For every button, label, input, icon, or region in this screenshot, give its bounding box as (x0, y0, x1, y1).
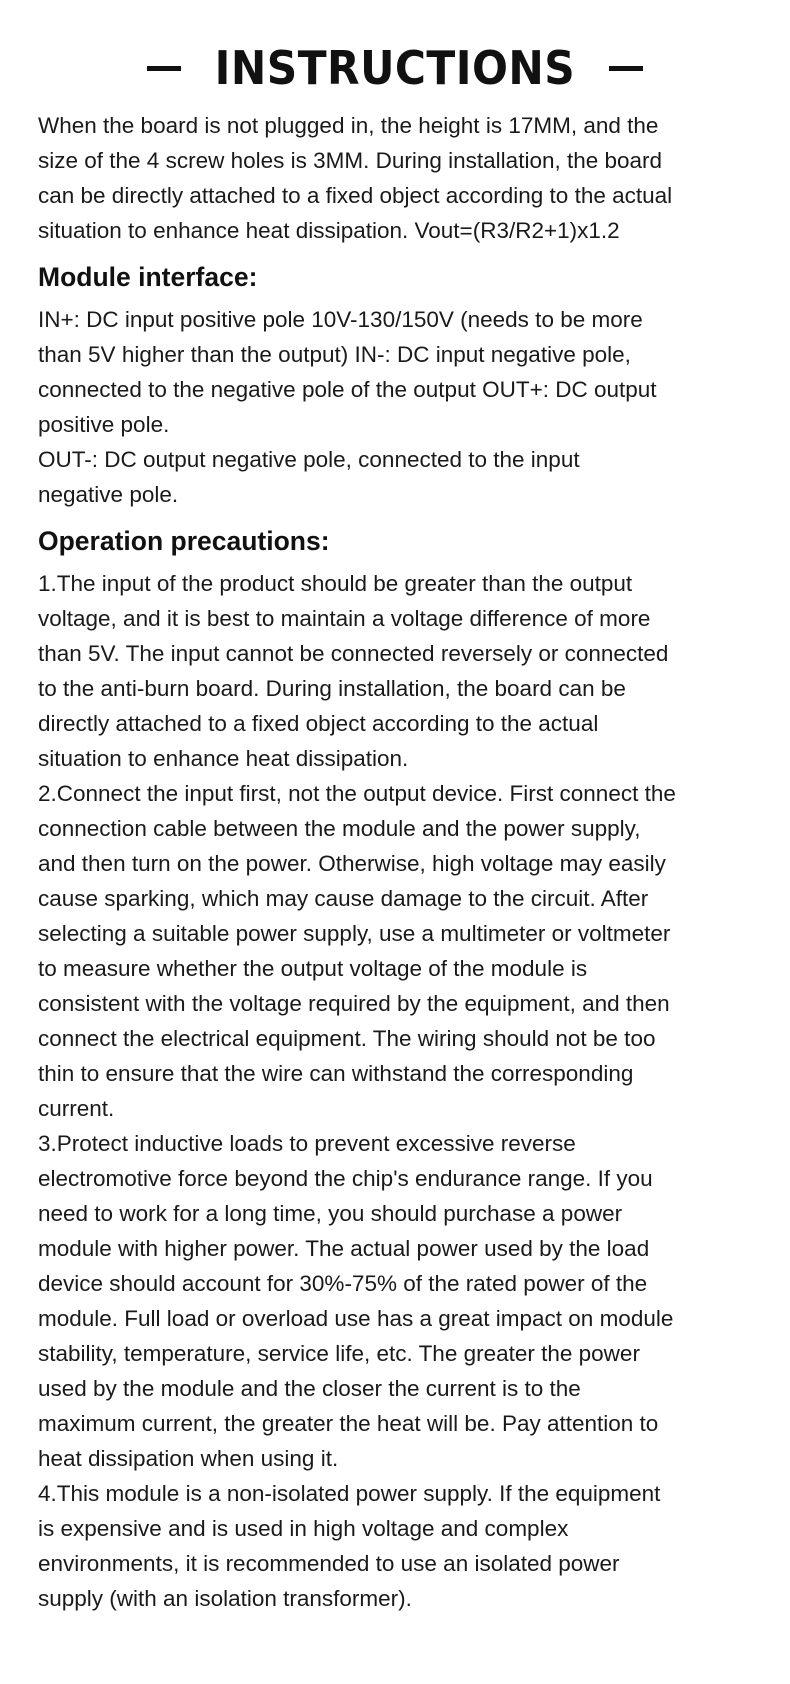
precaution-item-4: 4.This module is a non-isolated power supply. If the equipment is expensive and is used in high voltage and complex environments, it is recommended to use an isolated power supply (with an isolation transformer). (38, 1481, 661, 1611)
module-interface-body: IN+: DC input positive pole 10V-130/150V (needs to be more than 5V higher than the output) IN-: DC input negative pole, connected to the negative pole of the output OUT+: DC output positive pole. OUT-: DC output negative pole, connected to the input negative pole. (38, 307, 657, 507)
precaution-item-3: 3.Protect inductive loads to prevent excessive reverse electromotive force beyond the chip's endurance range. If you need to work for a long time, you should purchase a power module with higher power. The actual power used by the load device should account for 30%-75% of the rated power of the module. Full load or overload use has a great impact on module stability, temperature, service life, etc. The greater the power used by the module and the closer the current is to the maximum current, the greater the heat will be. Pay attention to heat dissipation when using it. (38, 1131, 674, 1471)
module-interface-heading: Module interface: (38, 262, 258, 292)
operation-precautions-heading: Operation precautions: (38, 526, 330, 556)
title-right-dash (609, 66, 643, 71)
content-body (38, 108, 768, 1616)
title-left-dash (147, 66, 181, 71)
page-title: INSTRUCTIONS (214, 41, 576, 95)
precaution-item-2: 2.Connect the input first, not the output device. First connect the connection cable between the module and the power supply, and then turn on the power. Otherwise, high voltage may easily cause sparking, which may cause damage to the circuit. After selecting a suitable power supply, use a multimeter or voltmeter to measure whether the output voltage of the module is consistent with the voltage required by the equipment, and then connect the electrical equipment. The wiring should not be too thin to ensure that the wire can withstand the corresponding current. (38, 781, 676, 1121)
intro-paragraph: When the board is not plugged in, the height is 17MM, and the size of the 4 screw holes is 3MM. During installation, the board can be directly attached to a fixed object according to the actual situation to enhance heat dissipation. Vout=(R3/R2+1)x1.2 (38, 113, 673, 243)
title-row (0, 38, 790, 98)
precaution-item-1: 1.The input of the product should be greater than the output voltage, and it is best to maintain a voltage difference of more than 5V. The input cannot be connected reversely or connected to the anti-burn board. During installation, the board can be directly attached to a fixed object according to the actual situation to enhance heat dissipation. (38, 571, 669, 771)
